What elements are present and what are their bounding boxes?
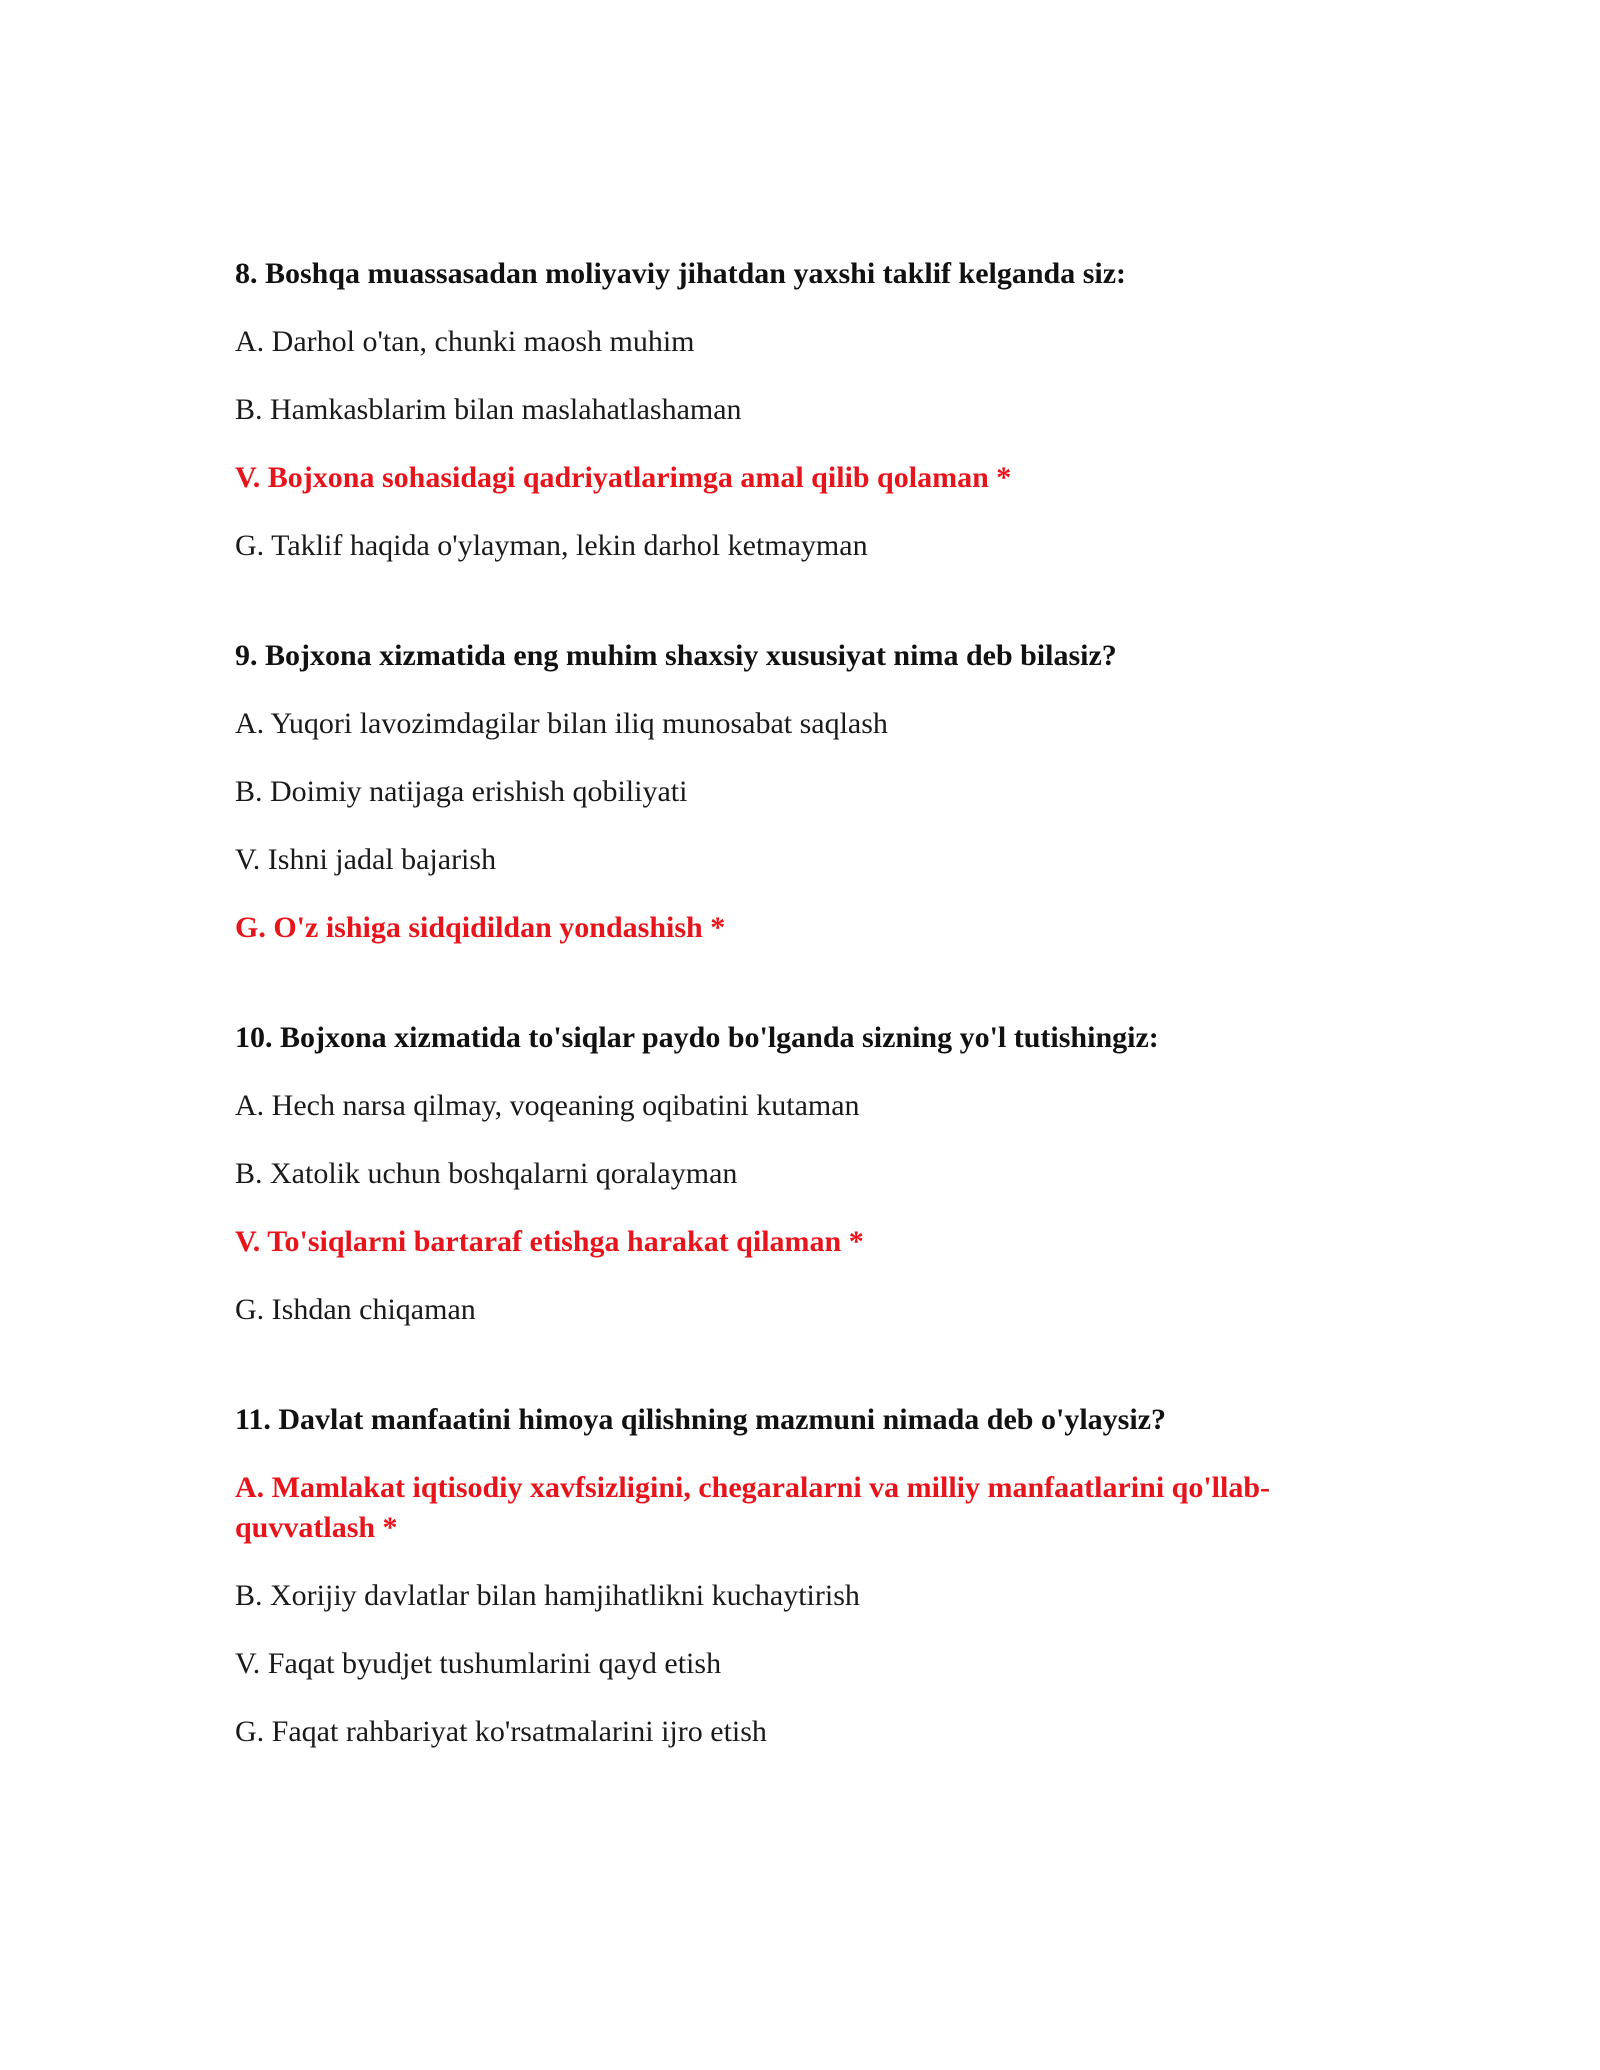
question-title: 8. Boshqa muassasadan moliyaviy jihatdan yaxshi taklif kelganda siz:	[235, 257, 1127, 290]
answer-option: G. Ishdan chiqaman	[235, 1293, 476, 1326]
answer-option: G. Taklif haqida o'ylayman, lekin darhol ketmayman	[235, 529, 868, 562]
answer-option: A. Darhol o'tan, chunki maosh muhim	[235, 325, 695, 358]
answer-option: V. Ishni jadal bajarish	[235, 843, 497, 876]
correct-answer-option: G. O'z ishiga sidqidildan yondashish *	[235, 911, 726, 944]
question-title: 9. Bojxona xizmatida eng muhim shaxsiy xususiyat nima deb bilasiz?	[235, 639, 1117, 672]
quiz-content	[235, 254, 1385, 1752]
question-title: 10. Bojxona xizmatida to'siqlar paydo bo'lganda sizning yo'l tutishingiz:	[235, 1021, 1159, 1054]
answer-option: A. Hech narsa qilmay, voqeaning oqibatini kutaman	[235, 1089, 860, 1122]
answer-option: G. Faqat rahbariyat ko'rsatmalarini ijro etish	[235, 1715, 767, 1748]
correct-answer-option: A. Mamlakat iqtisodiy xavfsizligini, chegaralarni va milliy manfaatlarini qo'llab-quvvatlash *	[235, 1471, 1271, 1544]
question-8	[235, 254, 1385, 566]
question-10	[235, 1018, 1385, 1330]
correct-answer-option: V. Bojxona sohasidagi qadriyatlarimga amal qilib qolaman *	[235, 461, 1012, 494]
question-9	[235, 636, 1385, 948]
answer-option: B. Hamkasblarim bilan maslahatlashaman	[235, 393, 742, 426]
answer-option: A. Yuqori lavozimdagilar bilan iliq munosabat saqlash	[235, 707, 888, 740]
answer-option: B. Xatolik uchun boshqalarni qoralayman	[235, 1157, 738, 1190]
answer-option: V. Faqat byudjet tushumlarini qayd etish	[235, 1647, 722, 1680]
answer-option: B. Xorijiy davlatlar bilan hamjihatlikni kuchaytirish	[235, 1579, 860, 1612]
question-11	[235, 1400, 1385, 1752]
correct-answer-option: V. To'siqlarni bartaraf etishga harakat qilaman *	[235, 1225, 864, 1258]
answer-option: B. Doimiy natijaga erishish qobiliyati	[235, 775, 688, 808]
question-title: 11. Davlat manfaatini himoya qilishning mazmuni nimada deb o'ylaysiz?	[235, 1403, 1166, 1436]
